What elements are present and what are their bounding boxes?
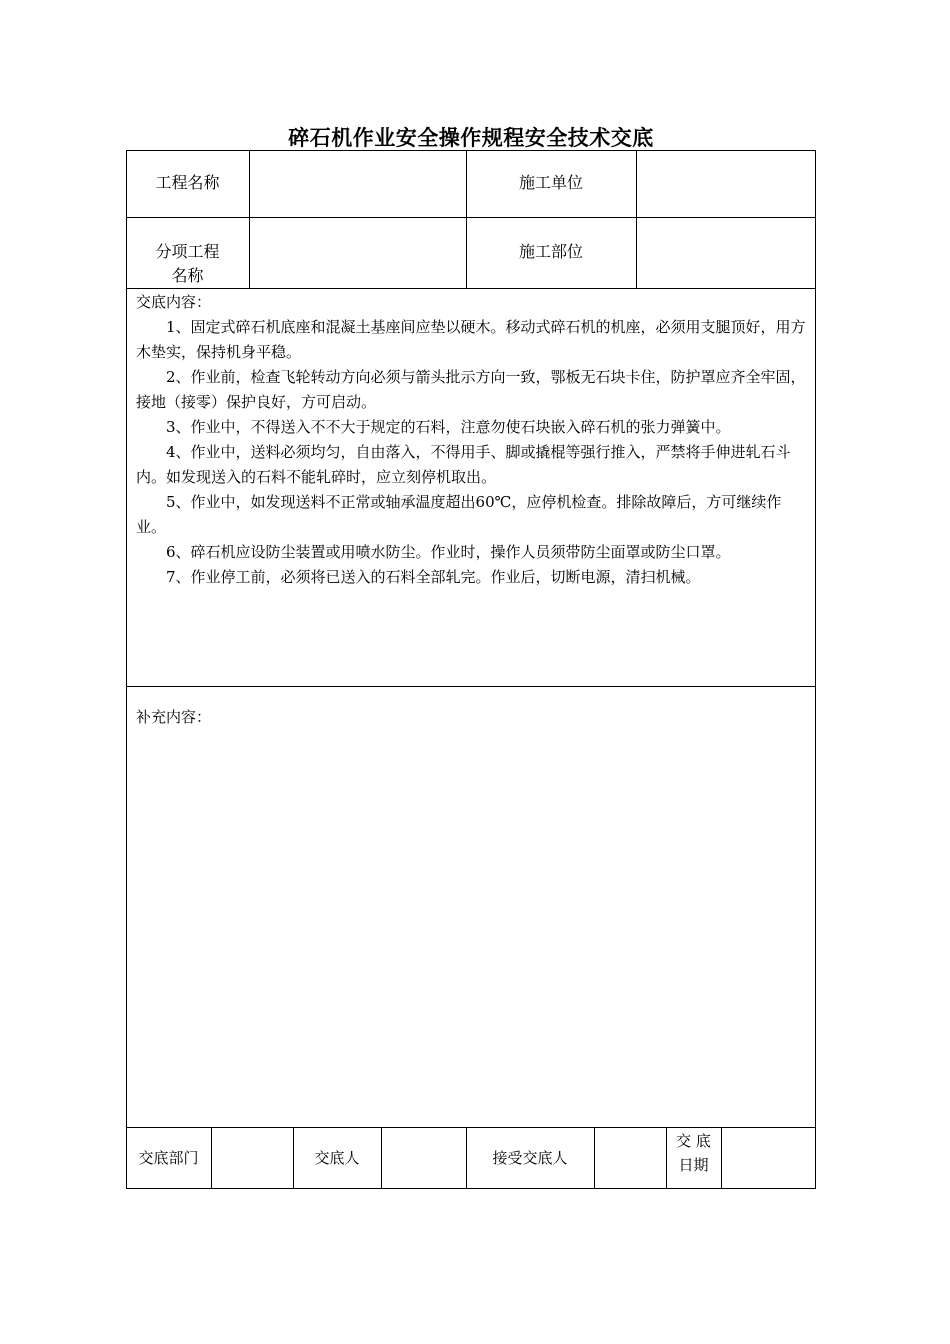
handover-person-value[interactable] [382,1146,466,1170]
handover-date-label-line1: 交 底 [676,1132,711,1150]
sub-project-label-line1: 分项工程 [155,242,220,261]
page-title: 碎石机作业安全操作规程安全技术交底 [288,126,654,150]
sub-project-value[interactable] [250,240,466,264]
handover-date-value[interactable] [722,1146,815,1170]
handover-dept-value[interactable] [212,1146,293,1170]
content-heading: 交底内容： [136,293,212,311]
project-name-value[interactable] [250,171,466,195]
construction-unit-value[interactable] [637,171,815,195]
handover-date-label-line2: 日期 [678,1156,709,1174]
sub-project-label [126,240,249,288]
content-item: 2、作业前，检查飞轮转动方向必须与箭头批示方向一致，鄂板无石块卡住，防护罩应齐全牢固，接地（接零）保护良好，方可启动。 [136,368,806,411]
construction-unit-label: 施工单位 [518,173,583,192]
receiver-value[interactable] [595,1146,666,1170]
construction-part-label: 施工部位 [518,242,583,261]
supplement-body[interactable] [128,735,814,1125]
content-item: 7、作业停工前，必须将已送入的石料全部轧完。作业后，切断电源，清扫机械。 [166,568,701,586]
construction-part-value[interactable] [637,240,815,264]
receiver-label: 接受交底人 [492,1149,568,1167]
supplement-section [136,705,808,730]
content-item: 4、作业中，送料必须均匀，自由落入，不得用手、脚或撬棍等强行推入，严禁将手伸进轧石斗内。如发现送入的石料不能轧碎时，应立刻停机取出。 [136,443,791,486]
content-item: 3、作业中，不得送入不不大于规定的石料，注意勿使石块嵌入碎石机的张力弹簧中。 [166,418,731,436]
handover-person-label: 交底人 [314,1149,360,1167]
content-item: 6、碎石机应设防尘装置或用喷水防尘。作业时，操作人员须带防尘面罩或防尘口罩。 [166,543,731,561]
content-section [136,290,808,590]
sub-project-label-line2: 名称 [171,266,204,285]
content-item: 1、固定式碎石机底座和混凝土基座间应垫以硬木。移动式碎石机的机座，必须用支腿顶好，用方木垫实，保持机身平稳。 [136,318,806,361]
content-item: 5、作业中，如发现送料不正常或轴承温度超出60℃，应停机检查。排除故障后，方可继续作业。 [136,493,782,536]
handover-dept-label: 交底部门 [138,1149,199,1167]
handover-date-label [666,1129,721,1177]
project-name-label: 工程名称 [155,173,220,192]
supplement-heading: 补充内容： [136,708,212,726]
